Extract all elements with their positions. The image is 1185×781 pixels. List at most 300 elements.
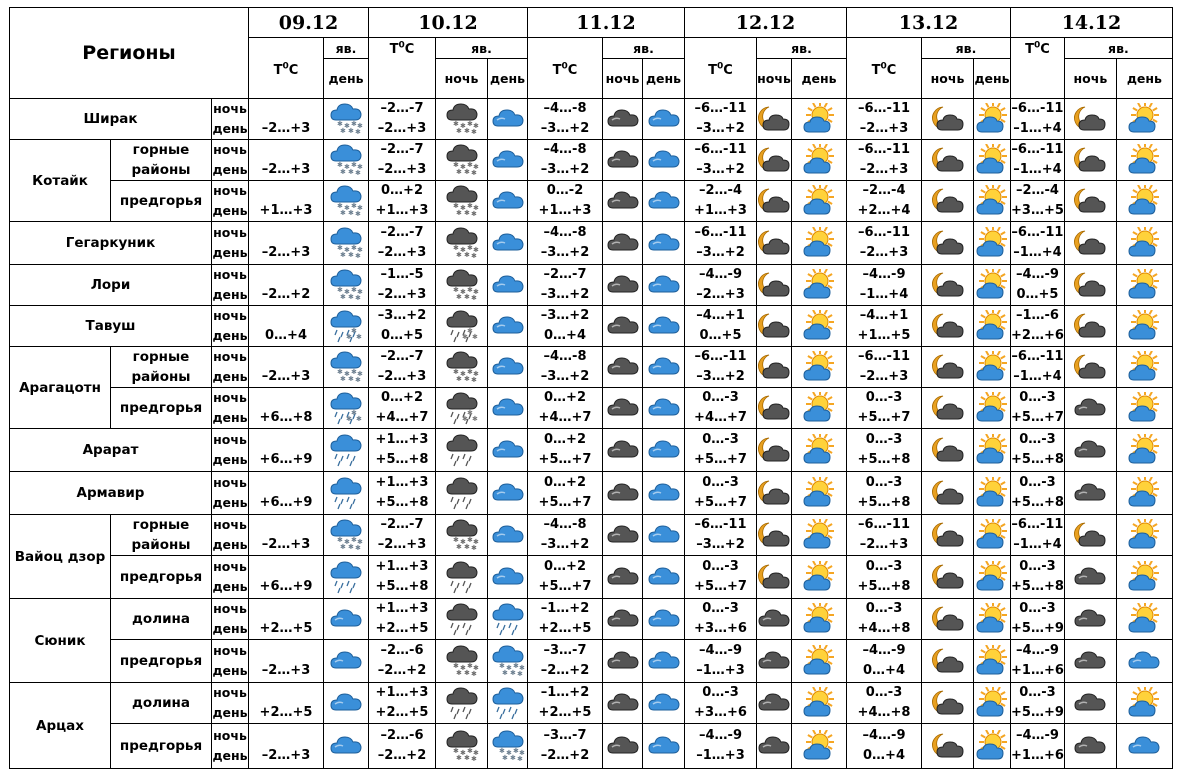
mooncloud-icon bbox=[922, 186, 973, 216]
snowdark-icon bbox=[436, 518, 487, 552]
day-temp: +5…+8 bbox=[375, 579, 429, 594]
svg-text:✱: ✱ bbox=[452, 286, 459, 294]
night-temp: 0…+2 bbox=[381, 183, 423, 198]
suncloud-icon bbox=[792, 227, 846, 259]
mooncloud-icon bbox=[1065, 186, 1116, 216]
day-temp: –3…+2 bbox=[540, 537, 590, 552]
day-temp: +1…+3 bbox=[259, 203, 313, 218]
temperature-cell bbox=[249, 640, 324, 683]
svg-text:✱: ✱ bbox=[348, 127, 354, 135]
cloudblue-icon bbox=[488, 478, 527, 508]
weather-icon-cell bbox=[974, 429, 1011, 472]
temperature-cell bbox=[1011, 99, 1065, 140]
weather-icon-cell bbox=[324, 599, 369, 640]
day-temp: –3…+2 bbox=[540, 369, 590, 384]
night-temp: –1…+2 bbox=[540, 685, 590, 700]
cloudblue-icon bbox=[488, 393, 527, 423]
subregion-name: предгорья bbox=[111, 181, 212, 222]
mooncloud-icon bbox=[1065, 228, 1116, 258]
day-temp: +5…+8 bbox=[857, 579, 911, 594]
snowdark-icon bbox=[436, 268, 487, 302]
svg-text:✱: ✱ bbox=[463, 168, 470, 176]
night-header: ночь bbox=[922, 59, 974, 99]
suncloud-icon bbox=[1117, 519, 1172, 551]
suncloud-icon bbox=[792, 519, 846, 551]
day-temp: –2…+3 bbox=[377, 287, 427, 302]
suncloud-icon bbox=[792, 392, 846, 424]
temperature-cell bbox=[249, 222, 324, 265]
day-temp: +1…+3 bbox=[538, 203, 592, 218]
cloudblue-icon bbox=[488, 520, 527, 550]
svg-text:✱: ✱ bbox=[466, 662, 473, 670]
night-temp: 0…-3 bbox=[702, 685, 739, 700]
suncloud-icon bbox=[792, 103, 846, 135]
weather-icon-cell bbox=[792, 265, 847, 306]
mooncloud-icon bbox=[757, 270, 791, 300]
svg-text:✱: ✱ bbox=[470, 252, 477, 260]
night-temp: +1…+3 bbox=[375, 685, 429, 700]
svg-text:✱: ✱ bbox=[357, 288, 363, 296]
weather-icon-cell bbox=[488, 599, 528, 640]
weather-icon-cell bbox=[757, 724, 792, 769]
snow-icon bbox=[324, 102, 368, 136]
day-temp: –3…+2 bbox=[696, 121, 745, 136]
weather-icon-cell bbox=[1116, 724, 1172, 769]
suncloud-icon bbox=[1117, 351, 1172, 383]
weather-icon-cell bbox=[922, 140, 974, 181]
weather-icon-cell bbox=[643, 265, 685, 306]
day-temp: +4…+7 bbox=[538, 410, 592, 425]
svg-text:✱: ✱ bbox=[340, 293, 346, 301]
date-header: 14.12 bbox=[1011, 8, 1173, 38]
night-temp: –6…-11 bbox=[857, 349, 911, 364]
cloudblue-icon bbox=[324, 731, 368, 761]
day-temp: +6…+9 bbox=[259, 452, 313, 467]
weather-icon-cell bbox=[792, 306, 847, 347]
cloudblue-icon bbox=[488, 352, 527, 382]
weather-icon-cell bbox=[488, 347, 528, 388]
night-temp: 0…-2 bbox=[546, 183, 584, 198]
temperature-cell bbox=[847, 683, 922, 724]
region-name: Котайк bbox=[10, 140, 111, 222]
night-header: ночь bbox=[603, 59, 643, 99]
temperature-cell bbox=[249, 99, 324, 140]
region-name: Армавир bbox=[10, 472, 212, 515]
svg-text:✱: ✱ bbox=[351, 327, 357, 335]
subregion-name: предгорья bbox=[111, 640, 212, 683]
night-temp bbox=[249, 265, 323, 285]
day-temp: –3…+2 bbox=[696, 245, 745, 260]
svg-text:✱: ✱ bbox=[346, 415, 352, 423]
temperature-cell bbox=[1011, 181, 1065, 222]
weather-icon-cell bbox=[757, 306, 792, 347]
weather-icon-cell bbox=[436, 599, 488, 640]
night-temp: –4…-9 bbox=[1015, 643, 1059, 658]
suncloud-icon bbox=[974, 687, 1010, 719]
temperature-cell bbox=[528, 181, 603, 222]
day-temp: –2…+3 bbox=[859, 162, 909, 177]
subregion-name: долина bbox=[111, 599, 212, 640]
night-temp: 0…-3 bbox=[865, 685, 903, 700]
svg-text:✱: ✱ bbox=[459, 163, 466, 171]
snowdark-icon bbox=[436, 102, 487, 136]
night-label: ночь bbox=[213, 390, 247, 405]
weather-icon-cell bbox=[1116, 265, 1172, 306]
weather-icon-cell bbox=[603, 388, 643, 429]
svg-text:✱: ✱ bbox=[459, 370, 466, 378]
svg-text:✱: ✱ bbox=[452, 536, 459, 544]
darkcloud-icon bbox=[1065, 688, 1116, 718]
temperature-cell bbox=[369, 724, 436, 769]
night-temp: 0…-3 bbox=[1019, 685, 1056, 700]
day-label: день bbox=[212, 410, 248, 425]
phenomena-header: яв. bbox=[922, 38, 1011, 59]
svg-text:✱: ✱ bbox=[348, 168, 354, 176]
weather-icon-cell bbox=[974, 599, 1011, 640]
weather-icon-cell bbox=[1064, 515, 1116, 556]
period-labels bbox=[212, 724, 249, 769]
night-temp: –4…-9 bbox=[699, 728, 742, 743]
suncloud-icon bbox=[1117, 144, 1172, 176]
darkcloud-icon bbox=[603, 393, 642, 423]
svg-text:✱: ✱ bbox=[459, 204, 466, 212]
svg-text:✱: ✱ bbox=[471, 415, 478, 423]
suncloud-icon bbox=[1117, 561, 1172, 593]
temperature-cell bbox=[249, 306, 324, 347]
svg-text:✱: ✱ bbox=[357, 163, 363, 171]
weather-icon-cell bbox=[324, 556, 369, 599]
temperature-cell bbox=[369, 472, 436, 515]
weather-icon-cell bbox=[1116, 429, 1172, 472]
temperature-cell bbox=[685, 599, 757, 640]
day-header: день bbox=[324, 59, 369, 99]
suncloud-icon bbox=[1117, 185, 1172, 217]
weather-icon-cell bbox=[324, 140, 369, 181]
temperature-cell bbox=[528, 99, 603, 140]
svg-text:✱: ✱ bbox=[466, 286, 473, 294]
cloudblue-icon bbox=[643, 731, 684, 761]
rain-icon bbox=[324, 433, 368, 467]
night-temp bbox=[249, 641, 323, 661]
mooncloud-icon bbox=[757, 478, 791, 508]
mooncloud-icon bbox=[757, 311, 791, 341]
weather-icon-cell bbox=[792, 140, 847, 181]
weather-icon-cell bbox=[922, 429, 974, 472]
day-label: день bbox=[212, 495, 248, 510]
temperature-cell bbox=[528, 265, 603, 306]
weather-icon-cell bbox=[792, 556, 847, 599]
night-label: ночь bbox=[213, 349, 247, 364]
day-temp: –2…+3 bbox=[377, 369, 427, 384]
darkcloud-icon bbox=[1065, 562, 1116, 592]
temp-label: $Т^0С$ bbox=[871, 61, 897, 78]
night-label: ночь bbox=[213, 183, 247, 198]
svg-text:✱: ✱ bbox=[459, 749, 466, 757]
weather-icon-cell bbox=[643, 515, 685, 556]
weather-icon-cell bbox=[436, 724, 488, 769]
cloudblue-icon bbox=[643, 520, 684, 550]
temperature-cell bbox=[1011, 724, 1065, 769]
day-temp: +4…+7 bbox=[375, 410, 429, 425]
temperature-cell bbox=[685, 724, 757, 769]
period-labels bbox=[212, 222, 249, 265]
day-temp: –2…+3 bbox=[377, 537, 427, 552]
svg-text:✱: ✱ bbox=[452, 161, 459, 169]
day-label: день bbox=[212, 245, 248, 260]
svg-text:✱: ✱ bbox=[344, 246, 350, 254]
svg-text:✱: ✱ bbox=[452, 368, 459, 376]
temperature-cell bbox=[249, 683, 324, 724]
temp-header bbox=[847, 38, 922, 99]
temperature-cell bbox=[1011, 140, 1065, 181]
weather-icon-cell bbox=[974, 683, 1011, 724]
svg-text:✱: ✱ bbox=[466, 747, 473, 755]
weather-icon-cell bbox=[436, 265, 488, 306]
night-temp: –3…+2 bbox=[377, 308, 427, 323]
night-temp: 0…-3 bbox=[865, 601, 903, 616]
temperature-cell bbox=[369, 429, 436, 472]
night-temp: 0…-3 bbox=[702, 559, 739, 574]
region-name: Гегаркуник bbox=[10, 222, 212, 265]
weather-icon-cell bbox=[792, 683, 847, 724]
weather-icon-cell bbox=[1064, 99, 1116, 140]
mooncloud-icon bbox=[922, 604, 973, 634]
raindark-icon bbox=[436, 602, 487, 636]
svg-text:✱: ✱ bbox=[459, 122, 466, 130]
cloudblue-icon bbox=[643, 393, 684, 423]
weather-icon-cell bbox=[603, 472, 643, 515]
raindark-icon bbox=[436, 476, 487, 510]
temperature-cell bbox=[249, 515, 324, 556]
day-label: день bbox=[212, 663, 248, 678]
svg-text:✱: ✱ bbox=[472, 749, 479, 757]
day-temp: –3…+2 bbox=[696, 369, 745, 384]
svg-text:✱: ✱ bbox=[357, 370, 363, 378]
subregion-name: долина bbox=[111, 683, 212, 724]
svg-text:✱: ✱ bbox=[340, 209, 346, 217]
temperature-cell bbox=[249, 429, 324, 472]
temperature-cell bbox=[249, 347, 324, 388]
temperature-cell bbox=[369, 640, 436, 683]
svg-text:✱: ✱ bbox=[348, 375, 354, 383]
weather-icon-cell bbox=[1116, 99, 1172, 140]
suncloud-icon bbox=[792, 603, 846, 635]
snow-icon bbox=[324, 184, 368, 218]
svg-text:✱: ✱ bbox=[463, 754, 470, 762]
suncloud-icon bbox=[792, 144, 846, 176]
weather-icon-cell bbox=[603, 181, 643, 222]
night-temp: –3…-7 bbox=[543, 728, 587, 743]
night-temp: 0…-3 bbox=[865, 390, 903, 405]
night-temp: 0…+2 bbox=[381, 390, 423, 405]
forecast-table bbox=[9, 7, 1173, 769]
night-temp: –1…-5 bbox=[380, 267, 424, 282]
svg-text:✱: ✱ bbox=[472, 246, 479, 254]
temperature-cell bbox=[847, 181, 922, 222]
suncloud-icon bbox=[1117, 227, 1172, 259]
weather-icon-cell bbox=[757, 140, 792, 181]
suncloud-icon bbox=[974, 310, 1010, 342]
snowdark-icon bbox=[436, 729, 487, 763]
night-temp: –6…-11 bbox=[857, 225, 911, 240]
day-temp: +2…+5 bbox=[375, 621, 429, 636]
weather-icon-cell bbox=[974, 222, 1011, 265]
weather-icon-cell bbox=[974, 640, 1011, 683]
temperature-cell bbox=[249, 472, 324, 515]
table-row bbox=[10, 347, 1173, 388]
night-temp: –2…-4 bbox=[862, 183, 906, 198]
weather-icon-cell bbox=[757, 181, 792, 222]
night-temp: –1…-6 bbox=[1015, 308, 1059, 323]
day-temp: –2…+2 bbox=[377, 748, 427, 763]
temperature-cell bbox=[685, 140, 757, 181]
temperature-cell bbox=[369, 556, 436, 599]
svg-text:✱: ✱ bbox=[351, 202, 357, 210]
temperature-cell bbox=[847, 306, 922, 347]
period-labels bbox=[212, 640, 249, 683]
cloudblue-icon bbox=[488, 435, 527, 465]
day-temp: 0…+5 bbox=[381, 328, 423, 343]
mooncloud-icon bbox=[757, 145, 791, 175]
day-temp: –2…+3 bbox=[377, 245, 427, 260]
svg-text:✱: ✱ bbox=[459, 246, 466, 254]
mooncloud-icon bbox=[922, 228, 973, 258]
temperature-cell bbox=[685, 265, 757, 306]
snow-icon bbox=[324, 143, 368, 177]
weather-icon-cell bbox=[436, 388, 488, 429]
period-labels bbox=[212, 140, 249, 181]
day-temp: +5…+8 bbox=[857, 452, 911, 467]
svg-text:✱: ✱ bbox=[452, 662, 459, 670]
day-temp: 0…+5 bbox=[699, 328, 742, 343]
temperature-cell bbox=[1011, 515, 1065, 556]
table-row bbox=[10, 140, 1173, 181]
temperature-cell bbox=[369, 683, 436, 724]
day-temp: +1…+3 bbox=[694, 203, 747, 218]
temperature-cell bbox=[528, 683, 603, 724]
svg-text:✱: ✱ bbox=[340, 251, 346, 259]
weather-icon-cell bbox=[792, 515, 847, 556]
temperature-cell bbox=[369, 99, 436, 140]
day-temp: 0…+4 bbox=[265, 328, 307, 343]
day-temp: –3…+2 bbox=[540, 121, 590, 136]
region-name: Лори bbox=[10, 265, 212, 306]
svg-text:✱: ✱ bbox=[470, 294, 477, 302]
temperature-cell bbox=[847, 99, 922, 140]
weather-icon-cell bbox=[757, 429, 792, 472]
mooncloud-icon bbox=[1065, 311, 1116, 341]
suncloud-icon bbox=[974, 392, 1010, 424]
weather-icon-cell bbox=[643, 99, 685, 140]
night-temp bbox=[249, 181, 323, 201]
svg-text:✱: ✱ bbox=[351, 120, 357, 128]
snowdark-icon bbox=[436, 226, 487, 260]
phenomena-header: яв. bbox=[757, 38, 847, 59]
svg-text:✱: ✱ bbox=[472, 122, 479, 130]
darkcloud-icon bbox=[603, 646, 642, 676]
svg-text:✱: ✱ bbox=[455, 127, 462, 135]
svg-text:✱: ✱ bbox=[346, 333, 352, 341]
suncloud-icon bbox=[1117, 687, 1172, 719]
svg-text:✱: ✱ bbox=[337, 202, 343, 210]
weather-icon-cell bbox=[603, 222, 643, 265]
weather-icon-cell bbox=[792, 181, 847, 222]
darkcloud-icon bbox=[603, 311, 642, 341]
cloudblue-icon bbox=[488, 562, 527, 592]
night-temp: –2…-7 bbox=[380, 517, 424, 532]
night-temp: +1…+3 bbox=[375, 559, 429, 574]
day-temp: +6…+9 bbox=[259, 495, 313, 510]
table-row bbox=[10, 640, 1173, 683]
night-temp: –2…-7 bbox=[380, 225, 424, 240]
temperature-cell bbox=[685, 429, 757, 472]
day-temp: –1…+3 bbox=[696, 748, 745, 763]
temperature-cell bbox=[847, 222, 922, 265]
svg-text:✱: ✱ bbox=[459, 664, 466, 672]
suncloud-icon bbox=[1117, 269, 1172, 301]
day-temp: +1…+6 bbox=[1011, 748, 1064, 763]
region-name: Тавуш bbox=[10, 306, 212, 347]
region-name: Арарат bbox=[10, 429, 212, 472]
temperature-cell bbox=[369, 265, 436, 306]
weather-icon-cell bbox=[436, 556, 488, 599]
temp-header bbox=[528, 38, 603, 99]
night-label: ночь bbox=[213, 685, 247, 700]
weather-icon-cell bbox=[1064, 472, 1116, 515]
weather-icon-cell bbox=[1116, 347, 1172, 388]
phenomena-header: яв. bbox=[1064, 38, 1172, 59]
night-temp: –4…-9 bbox=[699, 643, 742, 658]
night-label: ночь bbox=[213, 475, 247, 490]
subregion-name: предгорья bbox=[111, 388, 212, 429]
svg-text:✱: ✱ bbox=[455, 543, 462, 551]
weather-icon-cell bbox=[792, 599, 847, 640]
temperature-cell bbox=[369, 140, 436, 181]
weather-icon-cell bbox=[324, 429, 369, 472]
weather-icon-cell bbox=[974, 265, 1011, 306]
day-temp: +6…+8 bbox=[259, 410, 313, 425]
mooncloud-icon bbox=[1065, 520, 1116, 550]
weather-icon-cell bbox=[974, 556, 1011, 599]
day-label: день bbox=[212, 369, 248, 384]
day-temp: +4…+7 bbox=[694, 410, 747, 425]
snowdark-icon bbox=[436, 184, 487, 218]
suncloud-icon bbox=[792, 434, 846, 466]
mooncloud-icon bbox=[1065, 145, 1116, 175]
day-temp: +2…+4 bbox=[857, 203, 911, 218]
day-temp: 0…+5 bbox=[1016, 287, 1059, 302]
weather-icon-cell bbox=[488, 306, 528, 347]
period-labels bbox=[212, 181, 249, 222]
mooncloud-icon bbox=[757, 352, 791, 382]
weather-icon-cell bbox=[974, 388, 1011, 429]
weather-icon-cell bbox=[488, 683, 528, 724]
temperature-cell bbox=[847, 515, 922, 556]
svg-text:✱: ✱ bbox=[463, 251, 470, 259]
temp-header bbox=[249, 38, 324, 99]
weather-icon-cell bbox=[643, 640, 685, 683]
mooncloud-icon bbox=[757, 435, 791, 465]
temperature-cell bbox=[685, 388, 757, 429]
svg-text:✱: ✱ bbox=[355, 294, 361, 302]
night-temp: 0…+2 bbox=[544, 432, 586, 447]
weather-icon-cell bbox=[757, 556, 792, 599]
weather-icon-cell bbox=[792, 724, 847, 769]
weather-icon-cell bbox=[603, 429, 643, 472]
night-header: ночь bbox=[436, 59, 488, 99]
period-labels bbox=[212, 347, 249, 388]
svg-text:✱: ✱ bbox=[355, 376, 361, 384]
